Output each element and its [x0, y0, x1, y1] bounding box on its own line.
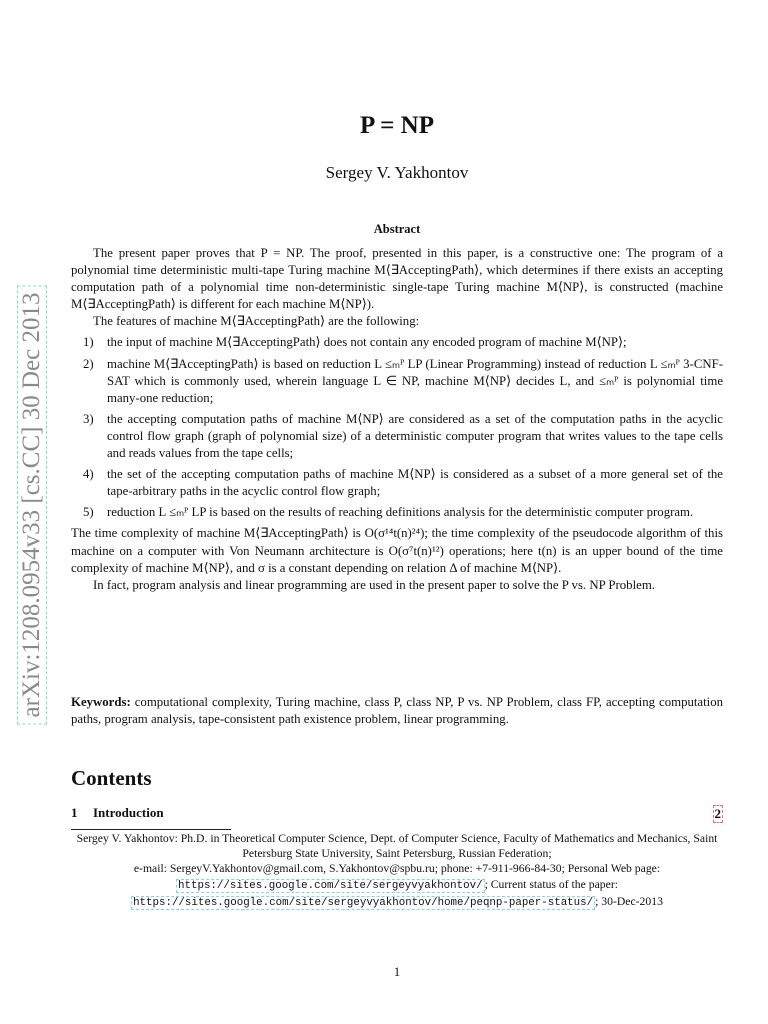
list-item-text: the set of the accepting computation paths of machine M⟨NP⟩ is considered as a subset of a more general set of the tape-arbitrary paths in the acyclic control flow graph; — [107, 467, 723, 499]
abstract-paragraph-2: The features of machine M⟨∃AcceptingPath⟩ are the following: — [93, 314, 420, 329]
page-number: 1 — [393, 964, 401, 979]
features-list — [71, 334, 723, 521]
list-item — [71, 466, 723, 500]
toc-entry-label[interactable]: Introduction — [93, 805, 164, 820]
footnote-divider — [71, 829, 231, 830]
footnote-links-line-2 — [71, 894, 723, 911]
abstract-body — [71, 245, 723, 594]
keywords-label: Keywords: — [71, 695, 131, 709]
list-item-number: 2) — [83, 356, 94, 371]
paper-status-link[interactable]: https://sites.google.com/site/sergeyvyakhontov/home/peqnp-paper-status/ — [133, 896, 594, 909]
footnote-links-line-1 — [71, 877, 723, 894]
list-item — [71, 504, 723, 521]
keywords-block — [71, 694, 723, 728]
list-item-text: machine M⟨∃AcceptingPath⟩ is based on reduction L ≤ₘᴾ LP (Linear Programming) instead of reduction L ≤ₘᴾ 3-CNF-SAT which is commonly used, wherein language L ∈ NP, machine M⟨NP⟩ decides L, and ≤ₘᴾ is polynomial time many-one reduction; — [107, 356, 723, 405]
list-item-number: 4) — [83, 467, 94, 482]
list-item-number: 5) — [83, 505, 94, 520]
author-name: Sergey V. Yakhontov — [325, 163, 469, 182]
list-item — [71, 356, 723, 407]
toc-page-link[interactable]: 2 — [714, 806, 721, 821]
personal-page-link[interactable]: https://sites.google.com/site/sergeyvyakhontov/ — [178, 879, 483, 892]
abstract-paragraph-4: In fact, program analysis and linear programming are used in the present paper to solve the P vs. NP Problem. — [93, 577, 655, 592]
toc-entry-introduction[interactable] — [71, 805, 723, 823]
abstract-paragraph-3: The time complexity of machine M⟨∃AcceptingPath⟩ is O(σ¹⁴t(n)²⁴); the time complexity of the pseudocode algorithm of this machine on a computer with Von Neumann architecture is O(σ⁷t(n)¹²) operations; here t(n) is an upper bound of the time complexity of machine M⟨NP⟩, and σ is a constant depending on relation Δ of machine M⟨NP⟩. — [71, 526, 723, 575]
keywords-text: computational complexity, Turing machine, class P, class NP, P vs. NP Problem, class FP, accepting computation paths, program analysis, tape-consistent path existence problem, linear programming. — [71, 695, 724, 727]
list-item-text: the input of machine M⟨∃AcceptingPath⟩ does not contain any encoded program of machine M⟨NP⟩; — [107, 335, 627, 350]
footnote-status-text: ; Current status of the paper: — [484, 877, 618, 891]
list-item-text: reduction L ≤ₘᴾ LP is based on the results of reaching definitions analysis for the deterministic computer program. — [107, 505, 694, 520]
list-item-text: the accepting computation paths of machine M⟨NP⟩ are considered as a set of the computation paths in the acyclic control flow graph (graph of polynomial size) of a deterministic computer program that writes values to the tape cells and reads values from the tape cells; — [107, 411, 723, 461]
footnote-affiliation: Sergey V. Yakhontov: Ph.D. in Theoretical Computer Science, Dept. of Computer Science, Faculty of Mathematics and Mechanics, Saint Petersburg State University, Saint Petersburg, Russian Federation; — [76, 832, 718, 861]
author-footnote — [71, 831, 723, 911]
toc-entry-number: 1 — [71, 805, 78, 820]
list-item-number: 1) — [83, 335, 94, 350]
list-item — [71, 411, 723, 462]
contents-heading: Contents — [71, 766, 152, 790]
arxiv-sidebar-stamp[interactable] — [14, 290, 50, 720]
footnote-date: ; 30-Dec-2013 — [595, 894, 663, 908]
paper-title: P = NP — [360, 112, 434, 139]
footnote-contact: e-mail: SergeyV.Yakhontov@gmail.com, S.Yakhontov@spbu.ru; phone: +7-911-966-84-30; Personal Web page: — [133, 862, 661, 876]
list-item — [71, 334, 723, 351]
arxiv-id-link[interactable]: arXiv:1208.0954v33 [cs.CC] 30 Dec 2013 — [17, 286, 47, 725]
abstract-heading: Abstract — [373, 222, 421, 236]
list-item-number: 3) — [83, 411, 94, 426]
abstract-paragraph-1: The present paper proves that P = NP. The proof, presented in this paper, is a constructive one: The program of a polynomial time deterministic multi-tape Turing machine M⟨∃AcceptingPath⟩, which determines if there exists an accepting computation path of a polynomial time non-deterministic single-tape Turing machine M⟨NP⟩, is constructed (machine M⟨∃AcceptingPath⟩ is different for each machine M⟨NP⟩). — [71, 246, 723, 312]
